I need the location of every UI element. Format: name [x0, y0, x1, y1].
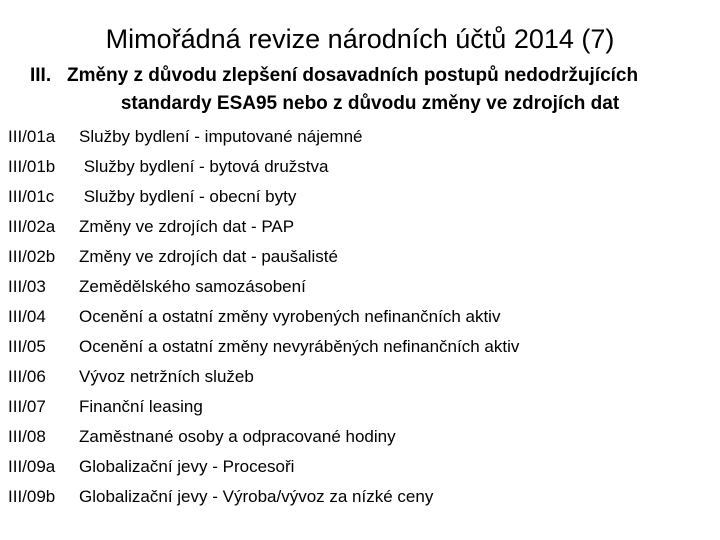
item-label: Finanční leasing: [79, 397, 203, 416]
item-code: III/01a: [8, 127, 56, 146]
revision-item-list: [8, 122, 708, 512]
list-item: [8, 392, 708, 422]
item-label: Ocenění a ostatní změny vyrobených nefinančních aktiv: [79, 307, 501, 326]
item-code: III/01c: [8, 187, 55, 206]
item-code: III/01b: [8, 157, 56, 176]
item-code: III/09b: [8, 487, 56, 506]
section-heading: [30, 62, 710, 118]
section-heading-line1: Změny z důvodu zlepšení dosavadních postupů nedodržujících: [66, 65, 639, 86]
item-code: III/06: [8, 367, 46, 386]
list-item: [8, 212, 708, 242]
item-label: Zemědělského samozásobení: [79, 277, 306, 296]
list-item: [8, 272, 708, 302]
item-label: Globalizační jevy - Výroba/vývoz za nízké ceny: [79, 487, 434, 506]
item-label: Globalizační jevy - Procesoři: [79, 457, 295, 476]
list-item: [8, 122, 708, 152]
item-code: III/09a: [8, 457, 56, 476]
list-item: [8, 332, 708, 362]
item-label: Služby bydlení - bytová družstva: [79, 157, 329, 176]
item-code: III/05: [8, 337, 46, 356]
slide-title: Mimořádná revize národních účtů 2014 (7): [105, 24, 615, 54]
item-label: Vývoz netržních služeb: [79, 367, 254, 386]
item-code: III/07: [8, 397, 46, 416]
item-label: Služby bydlení - imputované nájemné: [79, 127, 363, 146]
section-heading-line2: standardy ESA95 nebo z důvodu změny ve zdrojích dat: [120, 93, 620, 114]
item-label: Změny ve zdrojích dat - PAP: [79, 217, 295, 236]
item-label: Ocenění a ostatní změny nevyráběných nefinančních aktiv: [79, 337, 520, 356]
item-code: III/08: [8, 427, 46, 446]
item-code: III/03: [8, 277, 46, 296]
item-label: Změny ve zdrojích dat - paušalisté: [79, 247, 338, 266]
list-item: [8, 302, 708, 332]
item-code: III/04: [8, 307, 46, 326]
list-item: [8, 362, 708, 392]
item-code: III/02b: [8, 247, 56, 266]
item-label: Zaměstnané osoby a odpracované hodiny: [79, 427, 396, 446]
section-number: III.: [30, 65, 52, 86]
list-item: [8, 452, 708, 482]
list-item: [8, 422, 708, 452]
list-item: [8, 482, 708, 512]
list-item: [8, 182, 708, 212]
item-code: III/02a: [8, 217, 56, 236]
list-item: [8, 242, 708, 272]
item-label: Služby bydlení - obecní byty: [79, 187, 297, 206]
list-item: [8, 152, 708, 182]
